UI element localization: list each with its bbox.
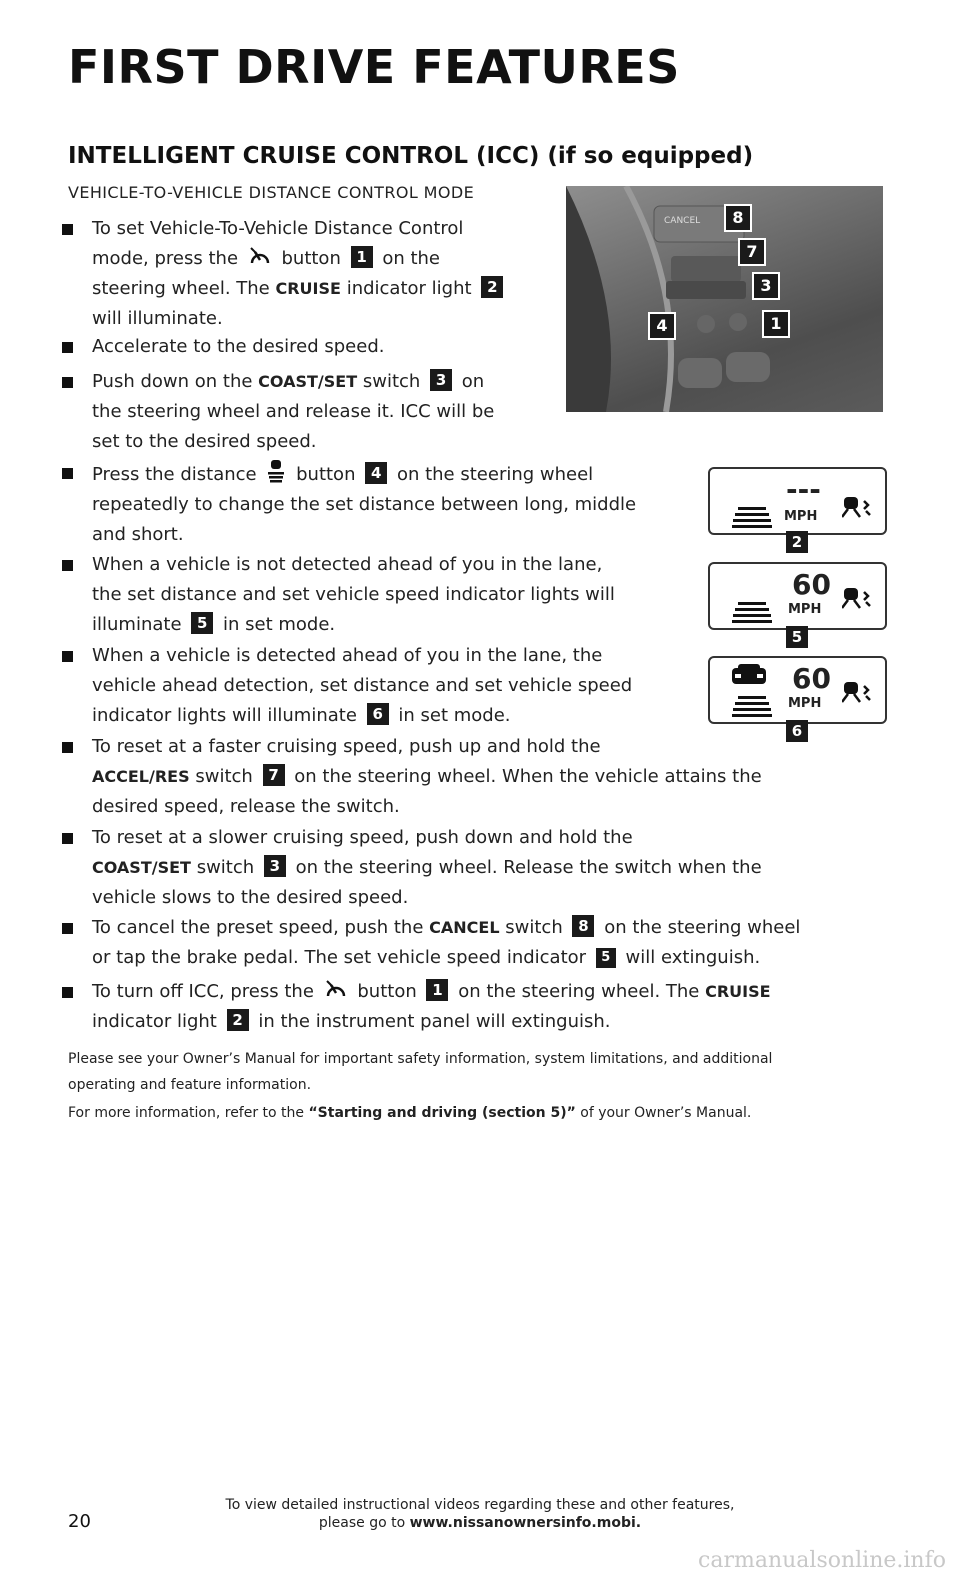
icc-indicator-icon [842, 493, 872, 519]
bullet-text: on the steering wheel [396, 464, 594, 485]
bullet-text: desired speed, release the switch. [92, 796, 400, 817]
bullet-text: steering wheel. The [92, 278, 270, 299]
note-text: operating and feature information. [68, 1077, 312, 1093]
bullet-text: vehicle ahead detection, set distance and set vehicle speed [92, 675, 633, 696]
bullet-2 [92, 332, 384, 362]
callout-1: 1 [762, 310, 790, 338]
speed-unit: MPH [784, 509, 818, 524]
safety-note [68, 1046, 772, 1098]
ref-badge: 1 [351, 246, 373, 268]
mode-label: VEHICLE-TO-VEHICLE DISTANCE CONTROL MODE [68, 183, 475, 202]
bullet-text: will extinguish. [625, 947, 761, 968]
distance-bars-icon [732, 696, 772, 718]
footer-text: please go to [318, 1515, 410, 1531]
bullet-text: illuminate [92, 614, 182, 635]
display-panel-6 [708, 656, 887, 740]
cruise-speedometer-icon [324, 979, 348, 1001]
bullet-square-icon [62, 468, 73, 479]
callout-7: 7 [738, 238, 766, 266]
display-badge: 6 [786, 720, 808, 742]
bullet-text: the set distance and set vehicle speed indicator lights will [92, 584, 615, 605]
cruise-speedometer-icon [248, 246, 272, 268]
bullet-text: When a vehicle is not detected ahead of you in the lane, [92, 554, 603, 575]
note-text: For more information, refer to the [68, 1105, 309, 1121]
bullet-text: in the instrument panel will extinguish. [258, 1011, 611, 1032]
callout-4: 4 [648, 312, 676, 340]
speed-value: 60 [792, 662, 831, 695]
bullet-square-icon [62, 651, 73, 662]
bullet-10 [92, 977, 771, 1037]
section-title: INTELLIGENT CRUISE CONTROL (ICC) (if so equipped) [68, 143, 754, 169]
bullet-text: repeatedly to change the set distance between long, middle [92, 494, 637, 515]
bullet-bold: ACCEL/RES [92, 767, 190, 786]
bullet-square-icon [62, 742, 73, 753]
bullet-text: on the [382, 248, 441, 269]
bullet-text: Push down on the [92, 371, 253, 392]
footer-link[interactable]: www.nissanownersinfo.mobi. [409, 1515, 642, 1531]
bullet-1 [92, 214, 507, 334]
display-badge: 2 [786, 531, 808, 553]
bullet-text: indicator light [346, 278, 472, 299]
ref-badge: 5 [191, 612, 213, 634]
display-panel-5 [708, 562, 887, 646]
bullet-bold: CRUISE [275, 279, 341, 298]
bullet-square-icon [62, 342, 73, 353]
speed-value: --- [786, 473, 821, 506]
speed-unit: MPH [788, 602, 822, 617]
bullet-bold: COAST/SET [258, 372, 358, 391]
note-text: Please see your Owner’s Manual for important safety information, system limitations, and additional [68, 1051, 773, 1067]
ref-badge: 7 [263, 764, 285, 786]
bullet-4 [92, 458, 636, 550]
bullet-6 [92, 641, 632, 731]
bullet-square-icon [62, 833, 73, 844]
bullet-text: button [296, 464, 356, 485]
icc-indicator-icon [842, 678, 872, 704]
ref-badge: 2 [227, 1009, 249, 1031]
bullet-text: and short. [92, 524, 184, 545]
distance-bars-icon [732, 507, 772, 529]
bullet-text: button [281, 248, 341, 269]
callout-3: 3 [752, 272, 780, 300]
ref-badge: 2 [481, 276, 503, 298]
bullet-text: Accelerate to the desired speed. [92, 336, 385, 357]
bullet-text: To turn off ICC, press the [92, 981, 314, 1002]
bullet-text: Press the distance [92, 464, 257, 485]
watermark: carmanualsonline.info [698, 1548, 946, 1573]
reference-note [68, 1100, 751, 1126]
steering-wheel-photo [566, 186, 883, 412]
bullet-text: mode, press the [92, 248, 239, 269]
bullet-bold: CRUISE [705, 982, 771, 1001]
bullet-5 [92, 550, 615, 640]
bullet-text: switch [196, 857, 255, 878]
bullet-text: on the steering wheel. Release the switch when the [295, 857, 762, 878]
bullet-text: To cancel the preset speed, push the [92, 917, 424, 938]
bullet-bold: COAST/SET [92, 858, 191, 877]
ref-badge: 1 [426, 979, 448, 1001]
bullet-text: on the steering wheel. The [458, 981, 700, 1002]
distance-bars-icon [732, 602, 772, 624]
bullet-text: or tap the brake pedal. The set vehicle speed indicator [92, 947, 587, 968]
bullet-text: To set Vehicle-To-Vehicle Distance Control [92, 218, 464, 239]
speed-unit: MPH [788, 696, 822, 711]
bullet-text: switch [195, 766, 253, 787]
footer-text: To view detailed instructional videos regarding these and other features, [225, 1497, 735, 1513]
distance-button-icon [266, 458, 286, 484]
bullet-bold: CANCEL [429, 918, 500, 937]
bullet-text: switch [362, 371, 421, 392]
bullet-3 [92, 367, 494, 457]
ref-badge: 5 [596, 948, 616, 968]
bullet-square-icon [62, 560, 73, 571]
ref-badge: 4 [365, 462, 387, 484]
cancel-switch-label: CANCEL [664, 216, 701, 226]
bullet-text: on the steering wheel [604, 917, 801, 938]
bullet-square-icon [62, 224, 73, 235]
ref-badge: 3 [264, 855, 286, 877]
bullet-text: on [461, 371, 485, 392]
icc-indicator-icon [842, 584, 872, 610]
bullet-8 [92, 823, 762, 913]
bullet-9 [92, 913, 800, 973]
ref-badge: 3 [430, 369, 452, 391]
ref-badge: 8 [572, 915, 594, 937]
bullet-text: in set mode. [398, 705, 511, 726]
bullet-text: When a vehicle is detected ahead of you in the lane, the [92, 645, 603, 666]
page-number: 20 [68, 1511, 91, 1532]
speed-value: 60 [792, 568, 831, 601]
vehicle-ahead-icon [730, 664, 768, 686]
bullet-text: will illuminate. [92, 308, 223, 329]
note-text: of your Owner’s Manual. [575, 1105, 752, 1121]
bullet-7 [92, 732, 762, 822]
bullet-text: the steering wheel and release it. ICC will be [92, 401, 495, 422]
bullet-text: button [357, 981, 417, 1002]
bullet-square-icon [62, 923, 73, 934]
note-bold: “Starting and driving (section 5)” [308, 1105, 576, 1121]
bullet-square-icon [62, 987, 73, 998]
bullet-text: set to the desired speed. [92, 431, 317, 452]
bullet-text: switch [505, 917, 563, 938]
bullet-text: To reset at a faster cruising speed, push up and hold the [92, 736, 601, 757]
display-badge: 5 [786, 626, 808, 648]
callout-8: 8 [724, 204, 752, 232]
bullet-text: indicator lights will illuminate [92, 705, 357, 726]
bullet-text: on the steering wheel. When the vehicle attains the [294, 766, 762, 787]
bullet-text: vehicle slows to the desired speed. [92, 887, 409, 908]
bullet-text: in set mode. [223, 614, 336, 635]
bullet-square-icon [62, 377, 73, 388]
footer [0, 1496, 960, 1532]
bullet-text: To reset at a slower cruising speed, push down and hold the [92, 827, 633, 848]
ref-badge: 6 [367, 703, 389, 725]
bullet-text: indicator light [92, 1011, 217, 1032]
display-panel-2 [708, 467, 887, 551]
page-title: FIRST DRIVE FEATURES [68, 40, 680, 94]
